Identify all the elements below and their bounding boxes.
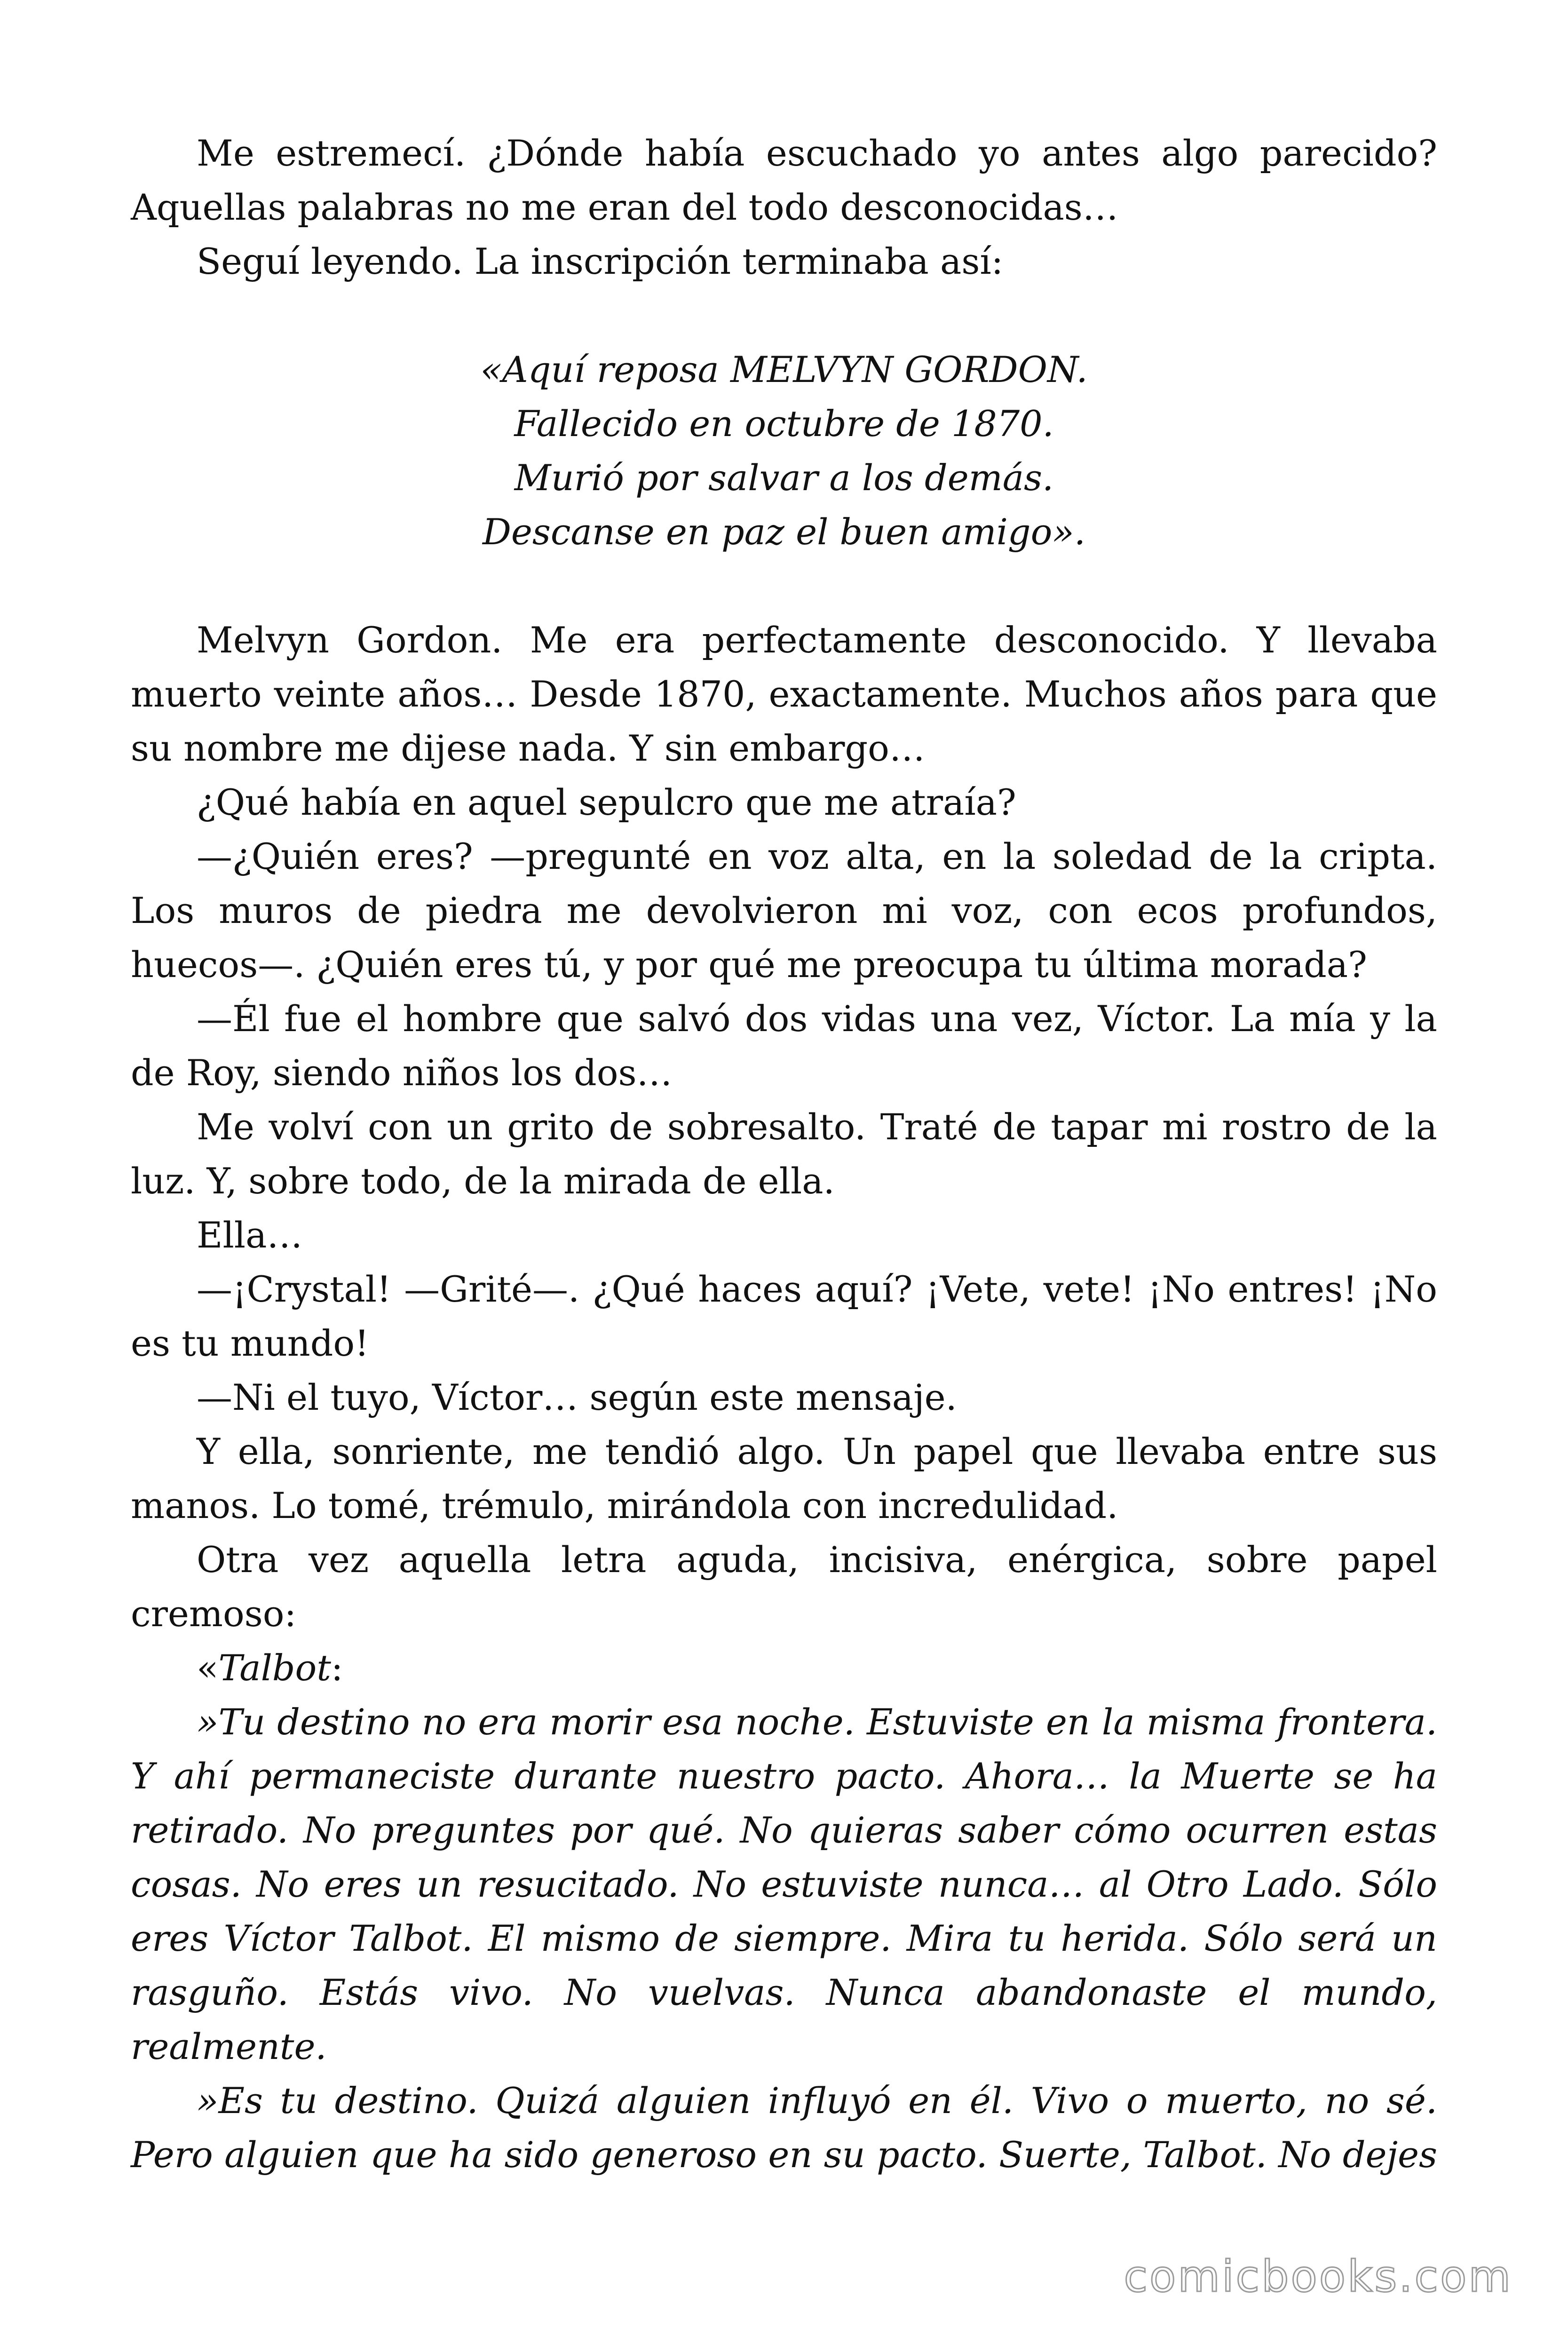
paragraph: Melvyn Gordon. Me era perfectamente desconocido. Y llevaba muerto veinte años… Desde 1870, exactamente. Muchos años para que su nombre me dijese nada. Y sin embargo… — [131, 619, 1437, 769]
salutation-name: Talbot — [218, 1647, 331, 1689]
paragraph: —¿Quién eres? —pregunté en voz alta, en la soledad de la cripta. Los muros de piedra me devolvieron mi voz, con ecos profundos, huecos—. ¿Quién eres tú, y por qué me preocupa tu última morada? — [131, 835, 1437, 985]
salutation-prefix: « — [197, 1647, 219, 1689]
salutation-suffix: : — [331, 1647, 343, 1689]
paragraph: Seguí leyendo. La inscripción terminaba así: — [197, 240, 1004, 282]
paragraph: ¿Qué había en aquel sepulcro que me atraía? — [197, 781, 1016, 823]
paragraph: Me estremecí. ¿Dónde había escuchado yo antes algo parecido? Aquellas palabras no me eran del todo desconocidas… — [131, 132, 1437, 228]
paragraph: —Él fue el hombre que salvó dos vidas una vez, Víctor. La mía y la de Roy, siendo niños los dos… — [131, 998, 1437, 1094]
inscription-line: Descanse en paz el buen amigo». — [483, 511, 1085, 553]
paragraph: Y ella, sonriente, me tendió algo. Un papel que llevaba entre sus manos. Lo tomé, trémulo, mirándola con incredulidad. — [131, 1430, 1437, 1526]
letter-paragraph: »Tu destino no era morir esa noche. Estuviste en la misma frontera. Y ahí permaneciste durante nuestro pacto. Ahora… la Muerte se ha retirado. No preguntes por qué. No quieras saber cómo ocurren estas cosas. No eres un resucitado. No estuviste nunca… al Otro Lado. Sólo eres Víctor Talbot. El mismo de siempre. Mira tu herida. Sólo será un rasguño. Estás vivo. No vuelvas. Nunca abandonaste el mundo, realmente. — [131, 1701, 1437, 2067]
watermark: comicbooks.com — [1124, 2251, 1513, 2302]
letter-paragraph: »Es tu destino. Quizá alguien influyó en él. Vivo o muerto, no sé. Pero alguien que ha sido generoso en su pacto. Suerte, Talbot. No dejes — [131, 2080, 1437, 2176]
inscription-line: «Aquí reposa MELVYN GORDON. — [480, 349, 1088, 390]
letter-salutation — [131, 1641, 1437, 1695]
paragraph: Ella… — [197, 1214, 303, 1256]
tomb-inscription — [131, 342, 1437, 559]
paragraph: —¡Crystal! —Grité—. ¿Qué haces aquí? ¡Vete, vete! ¡No entres! ¡No es tu mundo! — [131, 1268, 1437, 1364]
paragraph: Otra vez aquella letra aguda, incisiva, enérgica, sobre papel cremoso: — [131, 1539, 1437, 1635]
paragraph: —Ni el tuyo, Víctor… según este mensaje. — [197, 1376, 957, 1418]
paragraph: Me volví con un grito de sobresalto. Traté de tapar mi rostro de la luz. Y, sobre todo, de la mirada de ella. — [131, 1106, 1437, 1202]
book-page — [131, 126, 1437, 2182]
inscription-line: Murió por salvar a los demás. — [514, 457, 1054, 499]
inscription-line: Fallecido en octubre de 1870. — [514, 403, 1054, 445]
